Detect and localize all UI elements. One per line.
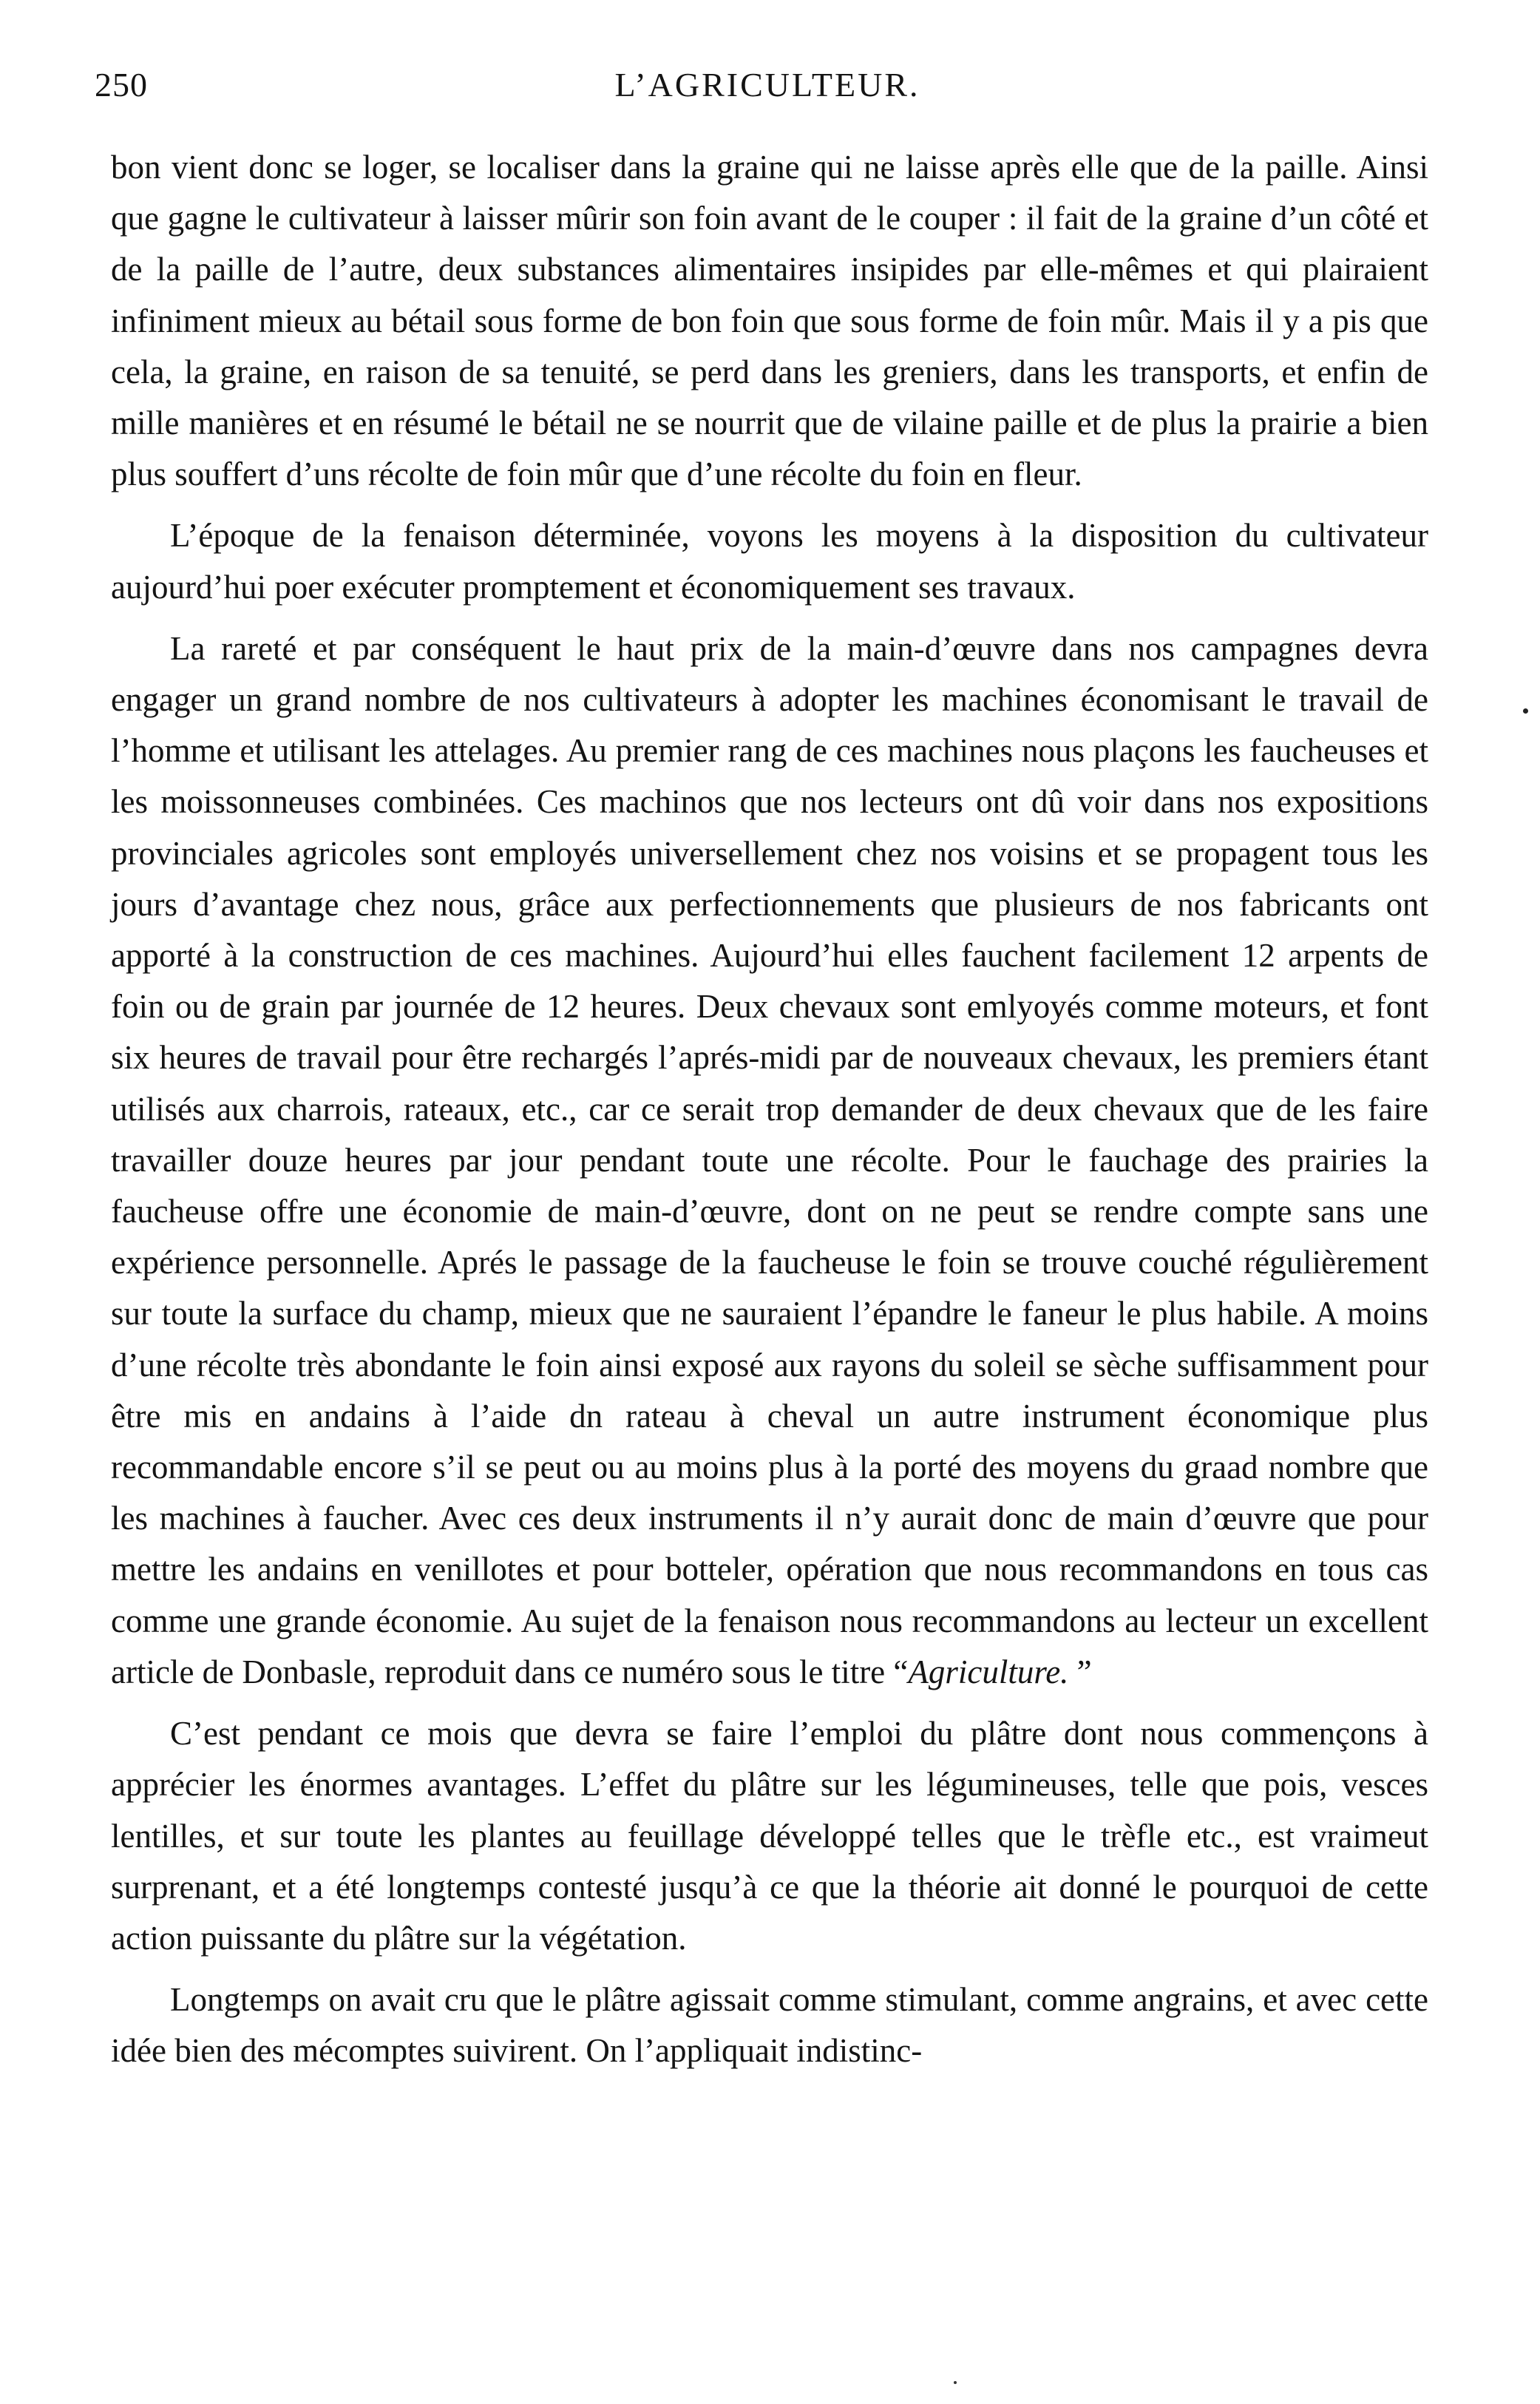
paragraph-2 [111, 510, 1428, 612]
running-title: L’AGRICULTEUR. [614, 66, 920, 104]
paragraph-5 [111, 1974, 1428, 2076]
page-header [95, 65, 1440, 109]
paragraph-1 [111, 142, 1428, 500]
paragraph-3 [111, 623, 1428, 1698]
paragraph-4 [111, 1708, 1428, 1964]
bottom-speck [954, 2381, 957, 2384]
paragraph-3-text: La rareté et par conséquent le haut prix de la main-d’œuvre dans nos campagnes devra engager un grand nombre de nos cultivateurs à adopter les machines économisant le travail de l’homme et utilisant les attelages. Au premier rang de ces machines nous plaçons les faucheuses et les moissonneuses combinées. Ces machinos que nos lecteurs ont dû voir dans nos expositions provinciales agricoles sont employés universellement chez nos voisins et se propagent tous les jours d’avantage chez nous, grâce aux perfectionnements que plusieurs de nos fabricants ont apporté à la construction de ces machines. Aujourd’hui elles fauchent facilement 12 arpents de foin ou de grain par journée de 12 heures. Deux chevaux sont emlyoyés comme moteurs, et font six heures de travail pour être rechargés l’aprés-midi par de nouveaux chevaux, les premiers étant utilisés aux charrois, rateaux, etc., car ce serait trop demander de deux chevaux que de les faire travailler douze heures par jour pendant toute une récolte. Pour le fauchage des prairies la faucheuse offre une économie de main-d’œuvre, dont on ne peut se rendre compte sans une expérience personnelle. Aprés le passage de la faucheuse le foin se trouve couché régulièrement sur toute la surface du champ, mieux que ne sauraient l’épandre le faneur le plus habile. A moins d’une récolte très abondante le foin ainsi exposé aux rayons du soleil se sèche suffisamment pour être mis en andains à l’aide dn rateau à cheval un autre instrument économique plus recommandable encore s’il se peut ou au moins plus à la porté des moyens du graad nombre que les machines à faucher. Avec ces deux instruments il n’y aurait donc de main d’œuvre que pour mettre les andains en venillotes et pour botteler, opération que nous recommandons en tous cas comme une grande économie. Au sujet de la fenaison nous recommandons au lecteur un excellent article de Donbasle, reproduit dans ce numéro sous le titre “ [111, 629, 1428, 1690]
paragraph-4-text: C’est pendant ce mois que devra se faire l’emploi du plâtre dont nous commençons à apprécier les énormes avantages. L’effet du plâtre sur les légumineuses, telle que pois, vesces lentilles, et sur toute les plantes au feuillage développé telles que le trèfle etc., est vraimeut surprenant, et a été longtemps contesté jusqu’à ce que la théorie ait donné le pourquoi de cette action puissante du plâtre sur la végétation. [111, 1715, 1428, 1957]
paragraph-3-closing-quote: ” [1068, 1653, 1092, 1690]
body-text [111, 142, 1428, 2088]
paragraph-3-italic-title: Agriculture. [908, 1653, 1069, 1690]
paragraph-5-text: Longtemps on avait cru que le plâtre agissait comme stimulant, comme angrains, et avec cette idée bien des mécomptes suivirent. On l’appliquait indistinc- [111, 1981, 1428, 2070]
page-number: 250 [95, 66, 148, 104]
paragraph-2-text: L’époque de la fenaison déterminée, voyons les moyens à la disposition du cultivateur aujourd’hui poer exécuter promptement et économiquement ses travaux. [111, 517, 1428, 606]
paragraph-1-text: bon vient donc se loger, se localiser dans la graine qui ne laisse après elle que de la paille. Ainsi que gagne le cultivateur à laisser mûrir son foin avant de le couper : il fait de la graine d’un côté et de la paille de l’autre, deux substances alimentaires insipides par elle-mêmes et qui plairaient infiniment mieux au bétail sous forme de bon foin que sous forme de foin mûr. Mais il y a pis que cela, la graine, en raison de sa tenuité, se perd dans les greniers, dans les transports, et enfin de mille manières et en résumé le bétail ne se nourrit que de vilaine paille et de plus la prairie a bien plus souffert d’uns récolte de foin mûr que d’une récolte du foin en fleur. [111, 149, 1428, 493]
margin-speck [1523, 708, 1528, 714]
